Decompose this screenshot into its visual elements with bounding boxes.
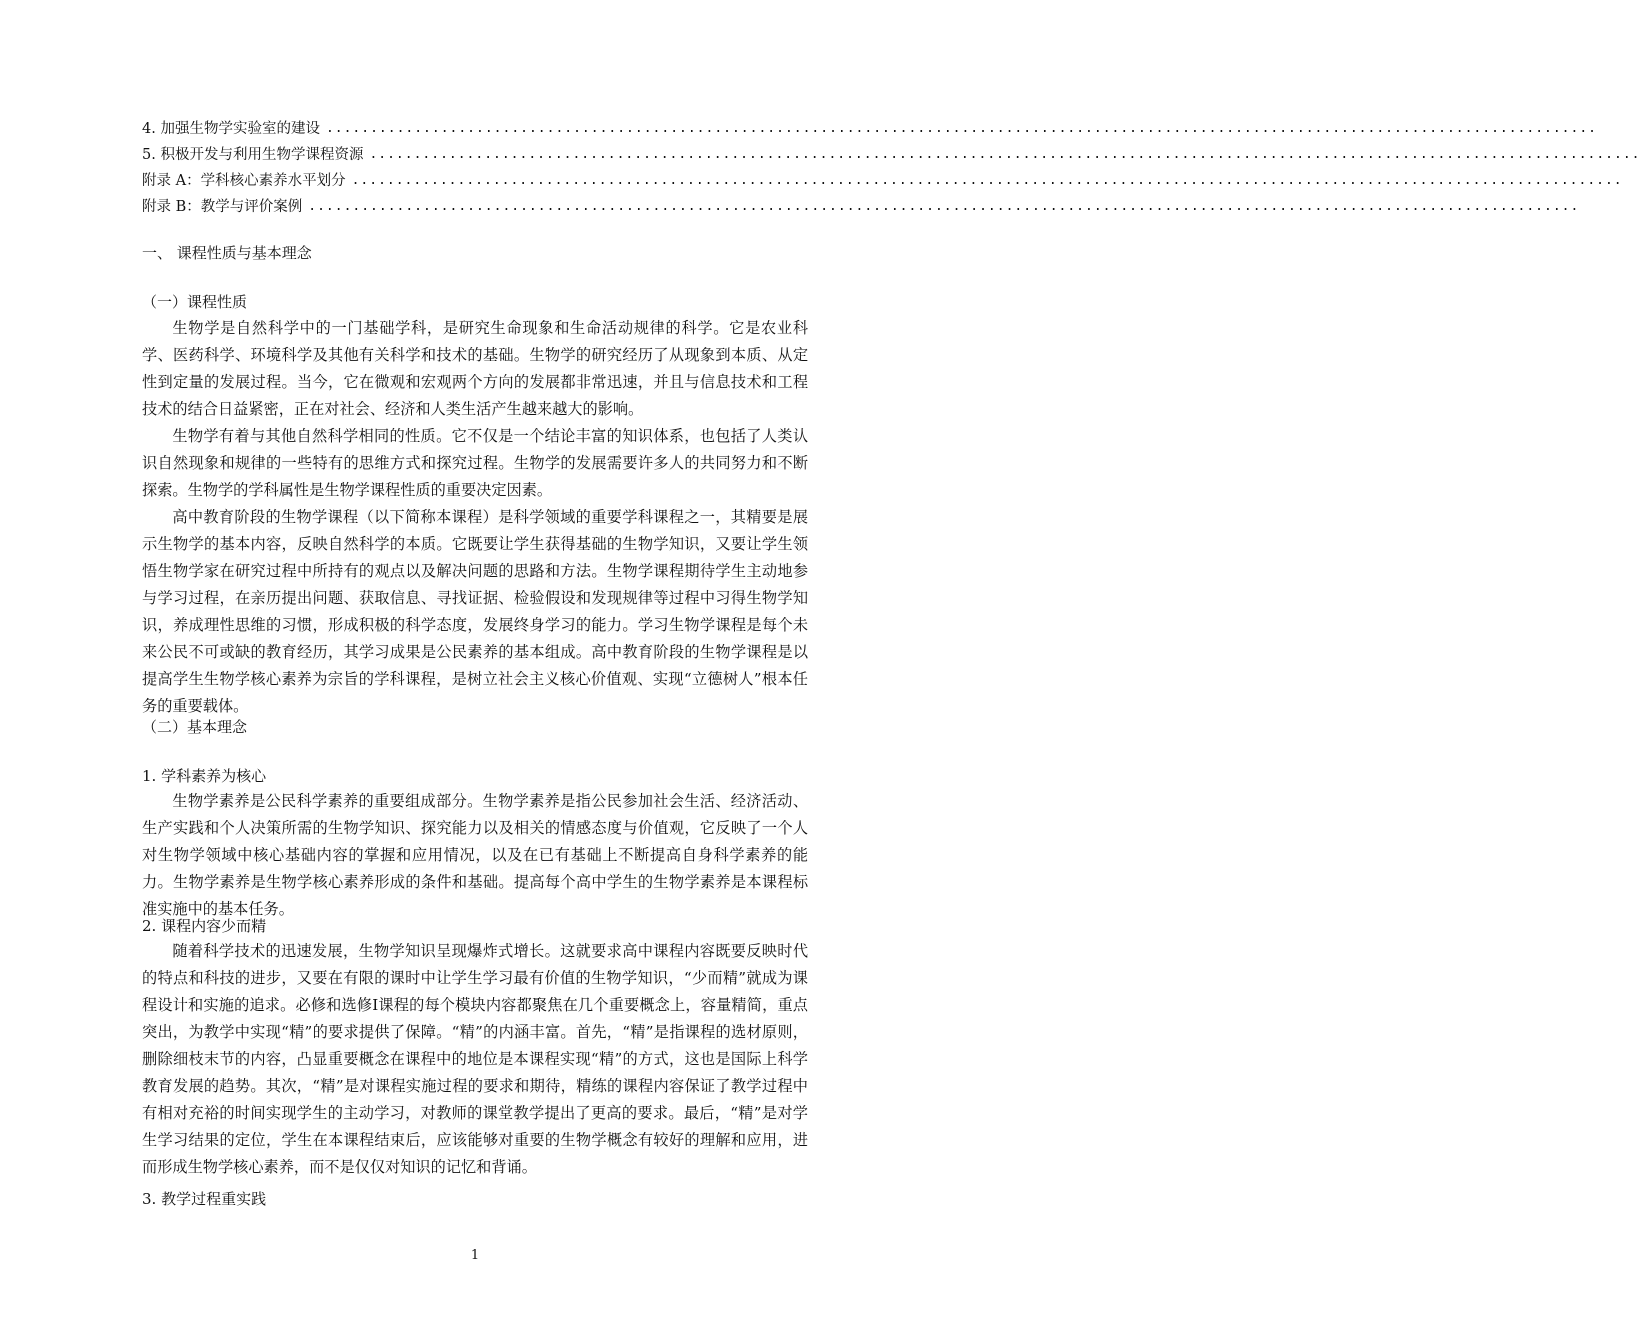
item-heading-3: 3. 教学过程重实践	[142, 1190, 267, 1208]
toc-entry[interactable]	[142, 194, 1580, 220]
subsection-heading-nature: （一）课程性质	[142, 293, 248, 311]
toc-entry-title: 4. 加强生物学实验室的建设	[142, 121, 320, 137]
toc-leader-dots: ................................................................................................................................................	[369, 147, 1641, 162]
toc-entry-title: 附录 B：教学与评价案例	[142, 199, 303, 215]
toc-entry[interactable]	[142, 116, 1597, 142]
paragraph-nature-2: 生物学有着与其他自然科学相同的性质。它不仅是一个结论丰富的知识体系，也包括了人类认识自然现象和规律的一些特有的思维方式和探究过程。生物学的发展需要许多人的共同努力和不断探索。生物学的学科属性是生物学课程性质的重要决定因素。	[142, 427, 808, 499]
paragraph-core-literacy: 生物学素养是公民科学素养的重要组成部分。生物学素养是指公民参加社会生活、经济活动、生产实践和个人决策所需的生物学知识、探究能力以及相关的情感态度与价值观，它反映了一个人对生物学领域中核心基础内容的掌握和应用情况，以及在已有基础上不断提高自身科学素养的能力。生物学素养是生物学核心素养形成的条件和基础。提高每个高中学生的生物学素养是本课程标准实施中的基本任务。	[142, 792, 808, 918]
table-of-contents	[142, 116, 1641, 220]
toc-entry-title: 5. 积极开发与利用生物学课程资源	[142, 147, 364, 163]
toc-entry-title: 附录 A：学科核心素养水平划分	[142, 173, 346, 189]
section-heading: 一、 课程性质与基本理念	[142, 244, 312, 262]
page-number: 1	[470, 1248, 480, 1263]
toc-leader-dots: ................................................................................................................................................	[325, 121, 1597, 136]
subsection-heading-ideas: （二）基本理念	[142, 718, 248, 736]
item-heading-2: 2. 课程内容少而精	[142, 917, 267, 935]
toc-leader-dots: ................................................................................................................................................	[351, 173, 1623, 188]
toc-entry[interactable]	[142, 142, 1641, 168]
paragraph-nature-3: 高中教育阶段的生物学课程（以下简称本课程）是科学领域的重要学科课程之一，其精要是展示生物学的基本内容，反映自然科学的本质。它既要让学生获得基础的生物学知识，又要让学生领悟生物学家在研究过程中所持有的观点以及解决问题的思路和方法。生物学课程期待学生主动地参与学习过程，在亲历提出问题、获取信息、寻找证据、检验假设和发现规律等过程中习得生物学知识，养成理性思维的习惯，形成积极的科学态度，发展终身学习的能力。学习生物学课程是每个未来公民不可或缺的教育经历，其学习成果是公民素养的基本组成。高中教育阶段的生物学课程是以提高学生生物学核心素养为宗旨的学科课程，是树立社会主义核心价值观、实现“立德树人”根本任务的重要载体。	[142, 508, 808, 715]
paragraph-nature-1: 生物学是自然科学中的一门基础学科，是研究生命现象和生命活动规律的科学。它是农业科学、医药科学、环境科学及其他有关科学和技术的基础。生物学的研究经历了从现象到本质、从定性到定量的发展过程。当今，它在微观和宏观两个方向的发展都非常迅速，并且与信息技术和工程技术的结合日益紧密，正在对社会、经济和人类生活产生越来越大的影响。	[142, 319, 808, 418]
toc-leader-dots: ................................................................................................................................................	[308, 199, 1580, 214]
toc-entry[interactable]	[142, 168, 1623, 194]
item-heading-1: 1. 学科素养为核心	[142, 767, 267, 785]
paragraph-content-essential: 随着科学技术的迅速发展，生物学知识呈现爆炸式增长。这就要求高中课程内容既要反映时代的特点和科技的进步，又要在有限的课时中让学生学习最有价值的生物学知识，“少而精”就成为课程设计和实施的追求。必修和选修Ⅰ课程的每个模块内容都聚焦在几个重要概念上，容量精简，重点突出，为教学中实现“精”的要求提供了保障。“精”的内涵丰富。首先，“精”是指课程的选材原则，删除细枝末节的内容，凸显重要概念在课程中的地位是本课程实现“精”的方式，这也是国际上科学教育发展的趋势。其次，“精”是对课程实施过程的要求和期待，精练的课程内容保证了教学过程中有相对充裕的时间实现学生的主动学习，对教师的课堂教学提出了更高的要求。最后，“精”是对学生学习结果的定位，学生在本课程结束后，应该能够对重要的生物学概念有较好的理解和应用，进而形成生物学核心素养，而不是仅仅对知识的记忆和背诵。	[142, 942, 808, 1176]
